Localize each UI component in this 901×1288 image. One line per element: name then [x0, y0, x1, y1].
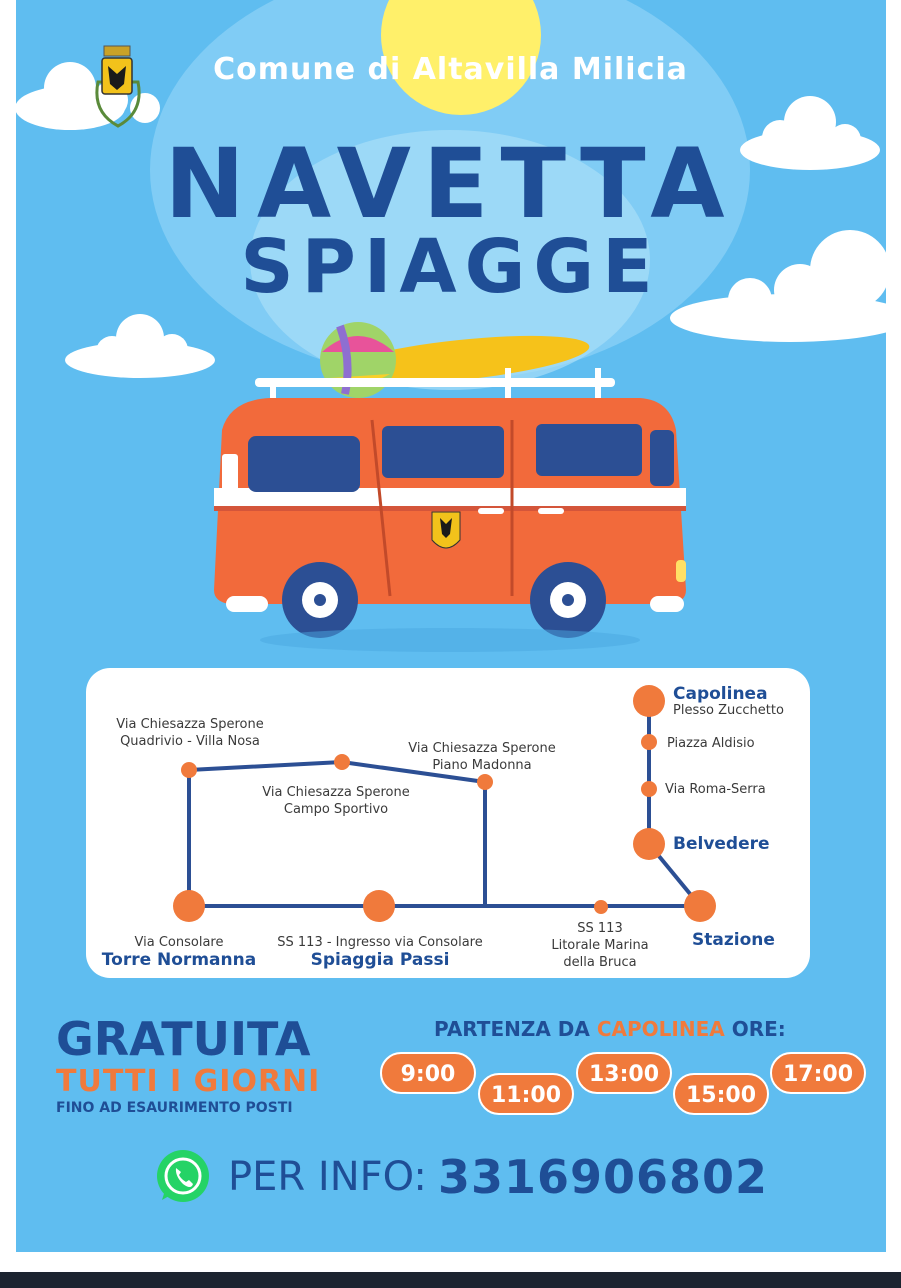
phone-number[interactable]: 3316906802 — [438, 1150, 769, 1204]
municipality-name: Comune di Altavilla Milicia — [213, 52, 688, 87]
stop-stazione — [684, 890, 716, 922]
ss113-line3: della Bruca — [563, 955, 637, 970]
availability-label: FINO AD ESAURIMENTO POSTI — [56, 1100, 293, 1116]
free-label: GRATUITA — [56, 1012, 311, 1066]
label-torre-normanna — [90, 934, 268, 969]
stop-ss113-litorale — [594, 900, 608, 914]
stop-torre-normanna — [173, 890, 205, 922]
departure-label-highlight: CAPOLINEA — [596, 1017, 725, 1041]
label-via-roma-serra: Via Roma-Serra — [665, 782, 766, 797]
van-shadow — [260, 628, 640, 652]
whatsapp-icon — [157, 1150, 209, 1202]
stop-spiaggia-passi — [363, 890, 395, 922]
stop-campo-sportivo — [334, 754, 350, 770]
piano-madonna-line2: Piano Madonna — [432, 758, 532, 773]
title-spiagge: SPIAGGE — [240, 224, 661, 310]
stop-capolinea — [633, 685, 665, 717]
torre-normanna-detail: Via Consolare — [134, 935, 224, 950]
capolinea-detail: Plesso Zucchetto — [673, 703, 784, 718]
label-stazione: Stazione — [692, 930, 775, 950]
every-day-label: TUTTI I GIORNI — [56, 1064, 321, 1099]
van-illustration — [214, 398, 686, 638]
torre-normanna-name: Torre Normanna — [101, 950, 257, 970]
label-campo-sportivo — [246, 784, 426, 818]
spiaggia-passi-name: Spiaggia Passi — [310, 950, 450, 970]
stop-piano-madonna — [477, 774, 493, 790]
label-piano-madonna — [392, 740, 572, 774]
stop-quadrivio — [181, 762, 197, 778]
quadrivio-line2: Quadrivio - Villa Nosa — [120, 734, 260, 749]
info-label: PER INFO: — [228, 1154, 427, 1200]
label-piazza-aldisio: Piazza Aldisio — [667, 736, 755, 751]
time-pill: 17:00 — [770, 1052, 866, 1094]
stop-piazza-aldisio — [641, 734, 657, 750]
title-navetta: NAVETTA — [164, 128, 737, 240]
time-pill: 9:00 — [380, 1052, 476, 1094]
stop-belvedere — [633, 828, 665, 860]
bottom-bar — [0, 1272, 901, 1288]
label-quadrivio — [100, 716, 280, 750]
time-pill: 13:00 — [576, 1052, 672, 1094]
ss113-line2: Litorale Marina — [551, 938, 649, 953]
quadrivio-line1: Via Chiesazza Sperone — [116, 717, 264, 732]
departure-heading — [434, 1017, 786, 1041]
time-pill: 15:00 — [673, 1073, 769, 1115]
spiaggia-passi-detail: SS 113 - Ingresso via Consolare — [277, 935, 483, 950]
capolinea-name: Capolinea — [673, 684, 768, 704]
campo-sportivo-line1: Via Chiesazza Sperone — [262, 785, 410, 800]
ss113-line1: SS 113 — [577, 921, 623, 936]
label-spiaggia-passi — [260, 934, 500, 969]
label-belvedere: Belvedere — [673, 834, 770, 854]
departure-label-pre: PARTENZA DA — [434, 1017, 590, 1041]
departure-label-post: ORE: — [731, 1017, 786, 1041]
time-pill: 11:00 — [478, 1073, 574, 1115]
piano-madonna-line1: Via Chiesazza Sperone — [408, 741, 556, 756]
label-ss113-litorale — [530, 920, 670, 971]
roof-rack — [255, 378, 615, 387]
label-capolinea — [673, 684, 784, 718]
stop-via-roma-serra — [641, 781, 657, 797]
campo-sportivo-line2: Campo Sportivo — [283, 802, 389, 817]
